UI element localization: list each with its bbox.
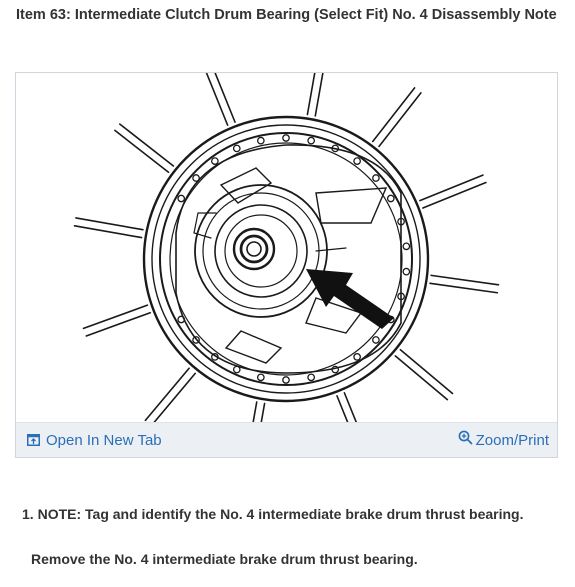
open-in-new-tab-link[interactable] [27, 423, 162, 457]
figure-toolbar [16, 422, 557, 457]
page-title: Item 63: Intermediate Clutch Drum Bearing (Select Fit) No. 4 Disassembly Note [16, 7, 557, 23]
zoom-magnifier-icon [458, 430, 473, 445]
zoom-print-link[interactable] [458, 423, 549, 457]
figure-container [15, 72, 558, 458]
instruction-substep: Remove the No. 4 intermediate brake drum thrust bearing. [31, 551, 418, 567]
instruction-step-1 [22, 506, 524, 522]
step-number: 1. [22, 506, 34, 522]
step-text: NOTE: Tag and identify the No. 4 intermediate brake drum thrust bearing. [37, 506, 524, 522]
zoom-print-label: Zoom/Print [475, 431, 549, 449]
open-new-tab-icon [27, 434, 40, 446]
open-in-new-tab-label: Open In New Tab [46, 431, 162, 449]
clutch-drum-illustration[interactable] [16, 73, 557, 423]
